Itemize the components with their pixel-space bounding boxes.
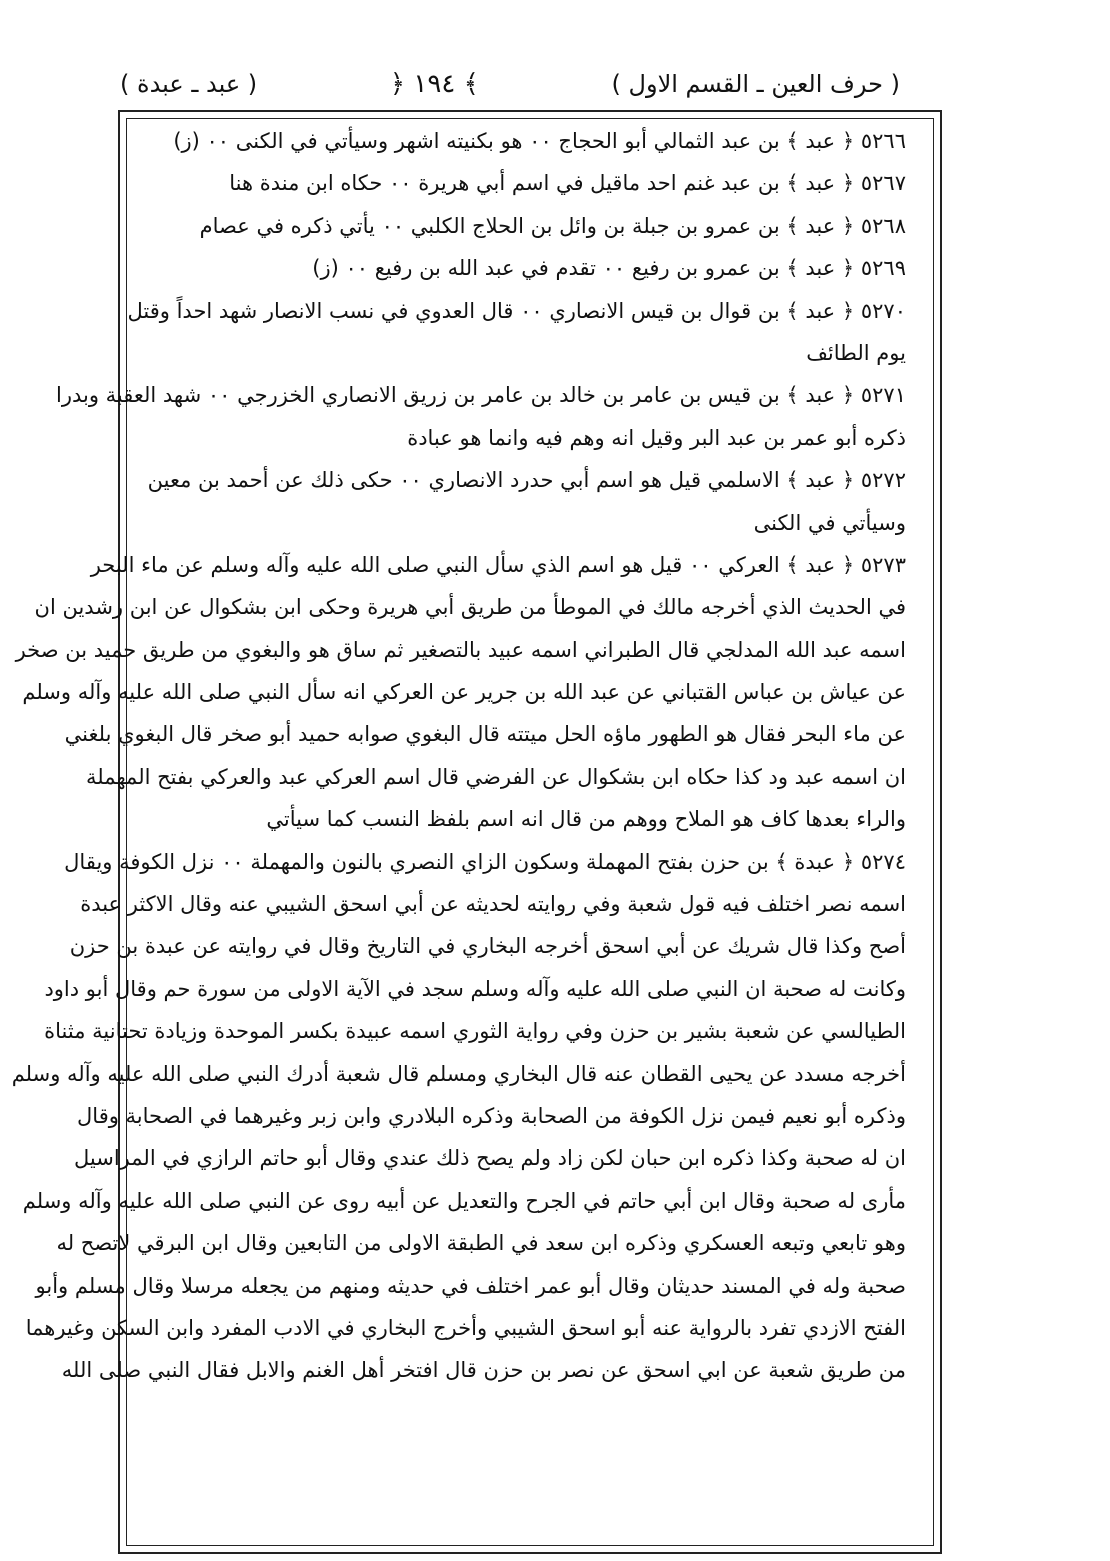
text-line: ٥٢٦٦ ﴿ عبد ﴾ بن عبد الثمالي أبو الحجاج ٠٠ هو بكنيته اشهر وسيأتي في الكنى ٠٠ (ز) (173, 129, 906, 153)
text-line: أصح وكذا قال شريك عن أبي اسحق أخرجه البخاري في التاريخ وقال في روايته عن عبدة بن حزن (69, 934, 906, 959)
text-line: ذكره أبو عمر بن عبد البر وقيل انه وهم فيه وانما هو عبادة (407, 425, 906, 450)
text-line: ٥٢٧٣ ﴿ عبد ﴾ العركي ٠٠ قيل هو اسم الذي سأل النبي صلى الله عليه وآله وسلم عن ماء البحر (90, 552, 906, 577)
text-line: عن ماء البحر فقال هو الطهور ماؤه الحل ميتته قال البغوي صوابه حميد أبو صخر قال البغوي بلغني (64, 722, 906, 747)
header-chapter-title: ( حرف العين ـ القسم الاول ) (611, 70, 900, 98)
text-line: ٥٢٦٩ ﴿ عبد ﴾ بن عمرو بن رفيع ٠٠ تقدم في عبد الله بن رفيع ٠٠ (ز) (312, 256, 906, 281)
body-text (11, 120, 906, 1540)
text-line: وذكره أبو نعيم فيمن نزل الكوفة من الصحابة وذكره البلادري وابن زبر وغيرهما في الصحابة وقال (77, 1103, 906, 1128)
text-line: في الحديث الذي أخرجه مالك في الموطأ من طريق أبي هريرة وحكى ابن بشكوال عن ابن رشدين ان (34, 595, 906, 620)
text-line: صحبة وله في المسند حديثان وقال أبو عمر اختلف في حديثه ومنهم من يجعله مرسلا وقال مسلم وأبو (35, 1273, 906, 1298)
text-line: ان اسمه عبد ود كذا حكاه ابن بشكوال عن الفرضي قال اسم العركي عبد والعركي بفتح المهملة (86, 764, 906, 789)
text-line: ٥٢٧١ ﴿ عبد ﴾ بن قيس بن عامر بن خالد بن عامر بن زريق الانصاري الخزرجي ٠٠ شهد العقبة وبدرا (55, 383, 906, 408)
text-line: أخرجه مسدد عن يحيى القطان عنه قال البخاري ومسلم قال شعبة أدرك النبي صلى الله عليه وآله وسلم (11, 1061, 906, 1086)
page-number: ﴾ ١٩٤ ﴿ (389, 69, 479, 99)
text-line: الطيالسي عن شعبة بشير بن حزن وفي رواية الثوري اسمه عبيدة بكسر الموحدة وزيادة تحتانية مثناة (44, 1019, 906, 1044)
text-line: ٥٢٧٠ ﴿ عبد ﴾ بن قوال بن قيس الانصاري ٠٠ قال العدوي في نسب الانصار شهد احداً وقتل (127, 298, 906, 323)
running-header (120, 62, 900, 106)
text-line: عن عياش بن عباس القتباني عن عبد الله بن جرير عن العركي انه سأل النبي صلى الله عليه وآله وسلم (22, 680, 906, 705)
header-entry-range: ( عبد ـ عبدة ) (120, 70, 258, 98)
text-line: وسيأتي في الكنى (753, 510, 906, 535)
text-line: اسمه عبد الله المدلجي قال الطبراني اسمه عبيد بالتصغير ثم ساق هو والبغوي من طريق حميد بن صخر (15, 637, 906, 662)
text-line: الفتح الازدي تفرد بالرواية عنه أبو اسحق الشيبي وأخرج البخاري في الادب المفرد وابن السكن وغيرهما (25, 1315, 906, 1340)
text-line: اسمه نصر اختلف فيه قول شعبة وفي روايته لحديثه عن أبي اسحق الشيبي عنه وقال الاكثر عبدة (80, 892, 906, 917)
text-line: ٥٢٧٤ ﴿ عبدة ﴾ بن حزن بفتح المهملة وسكون الزاي النصري بالنون والمهملة ٠٠ نزل الكوفة ويقال (64, 849, 906, 874)
text-line: مأرى له صحبة وقال ابن أبي حاتم في الجرح والتعديل عن أبيه روى عن النبي صلى الله عليه وآله وسلم (22, 1188, 906, 1213)
text-line: يوم الطائف (806, 340, 906, 365)
text-line: ان له صحبة وكذا ذكره ابن حبان لكن زاد ولم يصح ذلك عندي وقال أبو حاتم الرازي في المراسيل (74, 1146, 906, 1171)
text-line: من طريق شعبة عن ابي اسحق عن نصر بن حزن قال افتخر أهل الغنم والابل فقال النبي صلى الله (61, 1358, 906, 1383)
text-line: ٥٢٦٧ ﴿ عبد ﴾ بن عبد غنم احد ماقيل في اسم أبي هريرة ٠٠ حكاه ابن مندة هنا (229, 171, 906, 196)
text-line: والراء بعدها كاف هو الملاح ووهم من قال انه اسم بلفظ النسب كما سيأتي (266, 807, 906, 832)
text-line: وكانت له صحبة ان النبي صلى الله عليه وآله وسلم سجد في الآية الاولى من سورة حم وقال أبو داود (44, 976, 906, 1001)
text-line: ٥٢٦٨ ﴿ عبد ﴾ بن عمرو بن جبلة بن وائل بن الحلاج الكلبي ٠٠ يأتي ذكره في عصام (199, 213, 906, 238)
text-line: ٥٢٧٢ ﴿ عبد ﴾ الاسلمي قيل هو اسم أبي حدرد الانصاري ٠٠ حكى ذلك عن أحمد بن معين (147, 468, 906, 493)
text-line: وهو تابعي وتبعه العسكري وذكره ابن سعد في الطبقة الاولى من التابعين وقال ابن البرقي لاتصح له (56, 1231, 906, 1256)
